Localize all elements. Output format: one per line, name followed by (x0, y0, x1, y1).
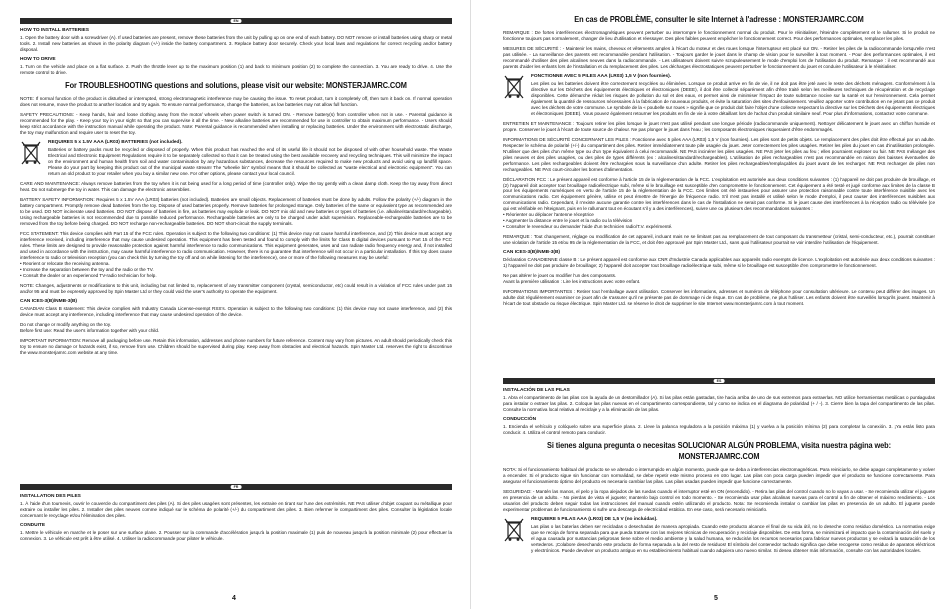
es-drive-heading: CONDUCCIÓN (503, 417, 537, 423)
battery-safety-text: BATTERY SAFETY INFORMATION: Requires 5 x 1.5V AAA (LR03) batteries (not included). Batteries are small objects. Replacement of batteries must be done by adults. Follow the polarity (+/-) diagram in the battery compartment. Promptly remove dead batteries from the toy. Dispose of used batteries properly. Remove batteries for prolonged storage. Only batteries of the same or equivalent type as recommended are to be used. DO NOT incinerate used batteries. DO NOT dispose of batteries in fire, as batteries may explode or leak. DO NOT mix old and new batteries or types of batteries (i.e. alkaline/standard/rechargeable). Using rechargeable batteries is not recommended due to possible reduced performance. Rechargeable batteries are only to be charged under adult supervision. Replaceable-rechargeable batteries are to be removed from the toy before being charged. DO NOT recharge non-rechargeable batteries. DO NOT short-circuit the supply terminals. (20, 197, 452, 226)
crossed-bin-icon (503, 517, 525, 543)
english-section (20, 28, 452, 360)
fr-securite-text: MESURES DE SÉCURITÉ : - Maintenir les mains, cheveux et vêtements amples à l'écart du moteur et des roues lorsque l'interrupteur est placé sur ON. - Retirer les piles de la radiocommande lorsqu'elle n'est pas utilisée. - La surveillance des parents est recommandée pendant l'utilisation. - Toujours garder le jouet dans le champ de vision pour le surveiller à tout moment. - Pour des performances optimales, il est recommandé d'utiliser des piles alcalines neuves dans la radiocommande. - Les utilisateurs doivent suivre scrupuleusement le mode d'emploi lors de l'utilisation du produit. Remarque : il est recommandé aux parents d'aider les enfants lors de l'installation et du remplacement des piles. Les décharges électrostatiques peuvent perturber le fonctionnement du jouet et conduire l'utilisateur à le réinitialiser. (503, 45, 935, 69)
fr-drive-heading: CONDUITE (20, 523, 46, 529)
fr-first-use-text: Avant la première utilisation : Lire les instructions avec votre enfant. (503, 279, 641, 285)
fr-fcc-bullet: • Consulter le revendeur ou demander l'aide d'un technicien radio/T.V. expérimenté. (503, 224, 673, 230)
fr-recycle-text: Les piles ou les batteries doivent être correctement recyclées ou éliminées. Lorsque ce produit arrive en fin de vie, il ne doit pas être jeté avec le reste des déchets ménagers. Conformément à la directive sur les Déchets des équipements électriques et électroniques (DEEE), il doit être collecté séparément afin d'être traité selon les meilleures techniques de récupération et de recyclage disponibles. Cette démarche réduit les risques de pollution du sol et des eaux, et permet ainsi de minimiser l'impact de toute substance nocive sur la santé et sur l'environnement. Cela permet également la quantité de ressources nécessaires à la fabrication de nouveaux produits, et évite la saturation des sites d'enfouissement. Veuillez apporter votre contribution en ne jetant pas ce produit avec les déchets de votre commune. Le symbole de la « poubelle sur roues » signifie que ce produit doit faire l'objet d'une collecte respectant la directive sur les Déchets des équipements électriques et électroniques (DEEE). Vous pouvez également retourner les produits en fin de vie à votre détaillant lors de l'achat d'un produit similaire neuf. Pour plus d'informations, contactez votre commune. (531, 80, 935, 116)
fr-recycling-block (503, 74, 935, 117)
es-recycle-text: Las pilas o las baterías deben ser recicladas o desechadas de manera apropiada. Cuando este producto alcance el final de su vida útil, no lo deseche como residuo doméstico. La normativa exige que se recoja de forma separada para que pueda tratarse con las mejores técnicas de recuperación y reciclaje disponibles. De esta forma, se minimizará el impacto que la contaminación del suelo y el agua causada por sustancias peligrosas tiene sobre el medio ambiente y la salud humana, se reducirán los recursos necesarios para fabricar nuevos productos y se evitará la saturación de los vertederos. ¡Colabore desechando este producto de forma separada a la del resto de residuos! El símbolo del contenedor tachado significa que debe recogerse como residuo de aparatos eléctricos y electrónicos. Puede devolver un producto antiguo en su establecimiento habitual cuando adquiera uno nuevo similar. Si desea obtener más información, consulte con las autoridades locales. (531, 524, 935, 554)
fr-entretien-text: ENTRETIEN ET MAINTENANCE : Toujours retirer les piles lorsque le jouet n'est pas utilisé pendant une longue période (radiocommande uniquement). Nettoyer délicatement le jouet avec un chiffon humide et propre. Conserver le jouet à l'écart de toute source de chaleur. Ne pas plonger le jouet dans l'eau ; les composants électroniques risqueraient d'être endommagés. (503, 120, 935, 132)
recycling-block (20, 140, 452, 177)
can-heading: CAN ICES-3(B)/NMB-3(B) (20, 298, 78, 304)
drive-text: 1. Turn on the vehicle and place on a flat surface. 2. Push the throttle lever up to the maximum position (1) and back to minimum position (2) to complete the connection. 3. You are ready to drive. 4. Use the remote control to drive. (20, 64, 452, 76)
page-number-left: 4 (232, 594, 236, 602)
fr-install-text: 1. À l'aide d'un tournevis, ouvrir le couvercle du compartiment des piles (A). Si des piles usagées sont présentes, les extraire en tirant sur l'une des extrémités. NE PAS utiliser d'objet coupant ou métallique pour extraire ou installer les piles. 2. Installer des piles neuves comme indiqué sur le schéma de polarité (+/-) du compartiment des piles. 3. Bien refermer le compartiment des piles. Consulter la législation locale concernant le recyclage et/ou l'élimination des piles. (20, 501, 452, 519)
fr-important-text: INFORMATIONS IMPORTANTES : Retirer tout l'emballage avant utilisation. Conserver les informations, adresses et numéros de téléphone pour consultation ultérieure. Le contenu peut différer des images. Un adulte doit régulièrement examiner ce jouet afin de s'assurer qu'il ne présente pas de dommage ni de risque. En cas de problème, ne plus l'utiliser. Les enfants doivent être surveillés lorsqu'ils jouent. Maintenir à l'écart de tout obstacle ou risque électrique. Spin Master Ltd. se réserve le droit de supprimer le site Internet www.monsterjamrc.com à tout moment. (503, 289, 935, 307)
safety-text: SAFETY PRECAUTIONS: - Keep hands, hair and loose clothing away from the motor/ wheels when power switch is turned ON. - Remove battery(s) from controller when not in use. - Parental guidance is recommended for the play. - Keep your toy in your sight so that you can supervise it all the time. - New alkaline batteries are recommended for use in controller to obtain maximum performance. - Users should keep strict accordance with the instruction manual while operating the product. Note: Parental guidance is recommended when installing or replacing batteries. Under the environment with electrostatic discharge, the toy may malfunction and require user to reset the toy. (20, 112, 452, 136)
recycle-text: Batteries or battery packs must be recycled or disposed of properly. When this product has reached the end of its useful life it should not be disposed of with other household waste. The Waste Electrical and Electronic Equipment Regulations require it to be separately collected so that it can be treated using the best available recovery and recycling techniques. This will minimize the impact on the environment and human health from soil and water contamination by any hazardous substances, decrease the resources required to make new products and avoid using up landfill space. Please do your part by keeping this product out of the municipal waste stream! The "wheelie bin" symbol means that it should be collected as "waste electrical and electronic equipment". You can return an old product to your retailer when you buy a similar new one. For other options, please contact your local council. (48, 147, 452, 177)
fcc-bullet: • Reorient or relocate the receiving antenna. (20, 260, 110, 266)
page-gutter (470, 0, 471, 609)
drive-heading: HOW TO DRIVE (20, 57, 56, 63)
language-bar-es (503, 378, 935, 384)
fcc-bullet: • Consult the dealer or an experienced TV-radio technician for help. (20, 272, 157, 278)
language-bar-fr (20, 484, 452, 490)
language-tag: FR (231, 485, 242, 489)
page-number-right: 5 (714, 594, 718, 602)
es-install-heading: INSTALACIÓN DE LAS PILAS (503, 388, 570, 393)
fr-fcc-text: DÉCLARATION FCC : Le présent appareil est conforme à l'article 15 de la réglementation de la FCC. L'exploitation est autorisée aux deux conditions suivantes : (1) l'appareil ne doit pas produire de brouillage, et (2) l'appareil doit accepter tout brouillage radioélectrique subi, même si le brouillage est susceptible d'en compromettre le fonctionnement. Cet équipement a été testé et jugé conforme aux limites de la classe B pour les équipements numériques en vertu de l'article 15 de la réglementation de la FCC. Ces limites ont été instaurées pour assurer une protection raisonnable contre toute interférence nuisible avec les communications radio. Cet équipement génère, utilise et peut émettre de l'énergie de fréquence radio. S'il n'est pas installé et utilisé selon le mode d'emploi, il peut causer des interférences nuisibles aux communications radio. Cependant, il n'existe aucune garantie contre les interférences dans le cas de l'installation ne serait pas conforme. Si le jouet cause des interférences à la réception radio ou télévisée (ce qui est vérifiable en l'éteignant, puis en le rallumant tout en écoutant s'il y a des interférences), suivre une ou plusieurs des recommandations suivantes : (503, 176, 935, 212)
care-text: CARE AND MAINTENANCE: Always remove batteries from the toy when it is not being used for a long period of time (controller only). Wipe the toy gently with a clean damp cloth. Keep the toy away from direct heat. Do not submerge the toy in water. This can damage the electronic assemblies. (20, 181, 452, 193)
fcc-text: FCC STATEMENT: This device complies with Part 15 of the FCC rules. Operation is subject to the following two conditions: (1) This device may not cause harmful interference, and (2) This device must accept any interference received, including interference that may cause undesired operation. This equipment has been tested and found to comply with the limits for Class B digital devices pursuant to Part 15 of the FCC rules. These limits are designed to provide reasonable protection against harmful interference to radio communications. This equipment generates, uses and can radiate radio frequency energy and, if not installed and used in accordance with the instruction, may cause harmful interference to radio communication. However, there is no guarantee that interference will not occur in a particular installation. If this toy does cause interference to radio or television reception (you can check this by turning the toy off and on while listening for the interference), one or more of the following measures may be useful: (20, 230, 452, 260)
es-nota-text: NOTA: Si el funcionamiento habitual del producto se ve alterado o interrumpido en algún momento, puede que se deba a interferencias electromagnéticas. Para reiniciarlo, se debe apagar completamente y volver a encender. Si el producto sigue sin funcionar con normalidad, se debe repetir este mismo proceso en otro lugar. Las pilas con poca carga pueden impedir que el producto se funcione correctamente. Para asegurar el funcionamiento óptimo del producto es necesario cambiar las pilas. Las pilas usadas pueden impedir que funcione correctamente. (503, 467, 935, 485)
es-seguridad-text: SEGURIDAD: - Mantén las manos, el pelo y la ropa alejados de las ruedas cuando el interruptor esté en ON (encendido). - Retira las pilas del control cuando no lo vayas a usar. - Se recomienda utilizar el juguete en presencia de un adulto. - No pierdas de vista el juguete; mantenlo bajo control en todo momento. - Se recomienda usar pilas alcalinas nuevas para el control a fin de obtener el máximo rendimiento. - Los usuarios del producto deben seguir todas las instrucciones del manual cuando estén utilizando el producto. Nota: Se recomienda instalar o cambiar las pilas en presencia de un adulto. El juguete puede experimentar problemas de funcionamiento si sufre una descarga de electricidad estática. En ese caso, será necesario reiniciarlo. (503, 489, 935, 512)
crossed-bin-icon (20, 140, 42, 166)
french-section-left (20, 494, 452, 546)
fr-can-text: Déclaration CANADIENNE classe B : Le présent appareil est conforme aux CNR d'Industrie Canada applicables aux appareils radio exempts de licence. L'exploitation est autorisée aux deux conditions suivantes : 1) l'appareil ne doit pas produire de brouillage; 2) l'appareil doit accepter tout brouillage radioélectrique subi, même si le brouillage est susceptible d'en compromettre le fonctionnement. (503, 257, 935, 269)
fr-fcc-bullet: • Augmenter la distance entre le jouet et la radio ou la télévision (503, 218, 633, 224)
changes-text: NOTE: Changes, adjustments or modifications to this unit, including but not limited to, replacement of any transmitter component (crystal, semiconductor, etc) could result in a violation of FCC rules under part 15 and/or 95 and must be expressly approved by Spin Master Ltd or they could void the user's authority to operate the equipment. (20, 282, 452, 294)
fr-recycle-heading: FONCTIONNE AVEC 5 PILES AAA (LR03) 1,5 V (non fournies). (531, 73, 672, 79)
before-first-use-text: Before first use: Read the user's information together with your child. (20, 327, 160, 333)
fr-no-modify-text: Ne pas altérer le jouet ou modifier l'un des composants. (503, 273, 617, 279)
important-info-text: IMPORTANT INFORMATION: Remove all packaging before use. Retain this information, addresses and phone numbers for future reference. Content may vary from pictures. An adult should periodically check this toy to ensure no damage or hazards exist, if so, remove from use. Children should be supervised during play. Keep away from obstacles and electrical hazards. Spin Master Ltd. reserves the right to discontinue the www.monsterjamrc.com website at any time. (20, 337, 452, 355)
language-tag: EN (231, 19, 242, 23)
es-troubleshooting-title: Si tienes alguna pregunta o necesitas SOLUCIONAR ALGÚN PROBLEMA, visita nuestra página web: MONSTERJAMRC.COM (547, 440, 891, 462)
fr-fcc-bullet: • Réorienter ou déplacer l'antenne réceptrice (503, 212, 594, 218)
es-install-text: 1. Abra el compartimento de las pilas con la ayuda de un destornillador (A). Si las pilas están gastadas, tire hacia arriba de uno de sus extremos para extraerlas. NO utilice herramientas metálicas o puntiagudas para instalar o extraer las pilas. 2. Coloque las pilas nuevas en el compartimento correspondiente, tal y como se indica en el diagrama de polaridad (+ / -). 3. Cierre bien la tapa del compartimento de las pilas. Consulte la normativa local relativa al reciclaje y a la eliminación de las pilas. (503, 395, 935, 413)
note-text: NOTE: If normal function of the product is disturbed or interrupted, strong electromagnetic interference may be causing the issue. To reset product, turn it completely off, then turn it back on. If normal operation does not resume, move the product to another location and try again. To ensure normal performance, change the batteries, as low batteries may not allow full function. (20, 96, 452, 108)
language-tag: ES (714, 379, 725, 383)
language-bar-en (20, 18, 452, 24)
recycle-heading: REQUIRES 5 x 1.5V AAA (LR03) BATTERIES (not included). (48, 140, 183, 146)
troubleshooting-title: For TROUBLESHOOTING questions and solutions, please visit our website: MONSTERJAMRC.COM (65, 80, 407, 91)
install-batteries-heading: HOW TO INSTALL BATTERIES (20, 28, 89, 33)
spanish-section (503, 388, 935, 558)
fr-drive-text: 1. Mettre le véhicule en marche et le poser sur une surface plane. 2. Pousser sur la commande d'accélération jusqu'à la position maximale (1) puis de nouveau jusqu'à la position minimale (2) pour effectuer la connexion. 3. Le véhicule est prêt à être utilisé. 4. Utiliser la radiocommande pour piloter le véhicule. (20, 530, 452, 542)
can-text: CANADIAN Class B statement: This device complies with Industry Canada License-exempt RSS's. Operation is subject to the following two conditions: (1) this device may not cause interference, and (2) this device must accept any interference, including interference that may cause undesired operation of the device. (20, 305, 452, 317)
es-drive-text: 1. Encienda el vehículo y colóquelo sobre una superficie plana. 2. Lleve la palanca reguladora a la posición máxima (1) y vuelva a la posición mínima (2) para completar la conexión. 3. ¡Ya estás listo para conducir. 4. Utiliza el control remoto para conducir. (503, 424, 935, 436)
fr-info-piles-text: INFORMATIONS DE SÉCURITÉ CONCERNANT LES PILES : Fonctionne avec 5 piles AAA (LR03) 1,5 V (non fournies). Les piles sont de petits objets. Le remplacement des piles doit être effectué par un adulte. Respecter le schéma de polarité (+/-) du compartiment des piles. Retirer immédiatement toute pile usagée du jouet. Jeter correctement les piles usagées. Retirer les piles du jouet en cas d'inutilisation prolongée. N'utiliser que des piles d'un même type ou d'un type équivalent à celui recommandé. NE PAS incinérer les piles usagées. NE PAS jeter les piles au feu ; elles pourraient exploser ou fuir. NE PAS mélanger des piles neuves et des piles usagées, ou des piles de types différents (ex : alcalines/standard/rechargeables). L'utilisation de piles rechargeables n'est pas recommandée en raison des baisses éventuelles de performance. Les piles rechargeables doivent être rechargées sous la surveillance d'un adulte. Retirer les piles rechargeables/remplaçables du jouet avant de les recharger. NE PAS recharger de piles non rechargeables. NE PAS court-circuiter les bornes d'alimentation. (503, 136, 935, 172)
crossed-bin-icon (503, 74, 525, 100)
fr-troubleshooting-title: En cas de PROBLÈME, consulter le site Internet à l'adresse : MONSTERJAMRC.COM (574, 14, 864, 24)
fcc-bullet-list (20, 261, 452, 279)
fr-remarque2-text: REMARQUE : Tout changement, réglage ou modification de cet appareil, incluant mais ne se limitant pas au remplacement de tout composant du transmetteur (cristal, semi-conducteur, etc.), pourrait constituer une violation de l'article 15 et/ou 95 de la réglementation de la FCC, et doit être approuvé par Spin Master Ltd., sans quoi l'utilisateur pourrait se voir interdire l'utilisation de l'équipement. (503, 234, 935, 246)
install-batteries-text: 1. Open the battery door with a screwdriver (A). If used batteries are present, remove these batteries from the unit by pulling up on one end of each battery. DO NOT remove or install batteries using sharp or metal tools. 2. Install new batteries as shown in the polarity diagram (+/-) inside the battery compartment. 3. Replace battery door securely. Check your local laws and regulations for correct recycling and/or battery disposal. (20, 35, 452, 53)
es-recycle-heading: REQUIERE 5 PILAS AAA (LR03) DE 1,5 V (no incluidas). (531, 516, 658, 522)
fr-install-heading: INSTALLATION DES PILES (20, 494, 81, 499)
fr-remarque-text: REMARQUE : De fortes interférences électromagnétiques peuvent perturber ou interrompre le fonctionnement normal du produit. Pour le réinitialiser, l'éteindre complètement et le rallumer. Si le produit ne fonctionne toujours pas normalement, changer de lieu d'utilisation et réessayer. Des piles faibles peuvent empêcher le fonctionnement correct. Pour des performances optimales, remplacer les piles. (503, 29, 935, 41)
es-recycling-block (503, 517, 935, 554)
fr-can-heading: CAN ICES-3(B)/NMB-3(B) (503, 250, 561, 256)
page-left (0, 0, 468, 609)
page-right (482, 0, 950, 609)
no-modify-text: Do not change or modify anything on the toy. (20, 321, 112, 327)
french-section-right (503, 14, 935, 311)
fcc-bullet: • Increase the separation between the toy and the radio or the TV. (20, 266, 154, 272)
fr-fcc-bullet-list (503, 212, 935, 230)
